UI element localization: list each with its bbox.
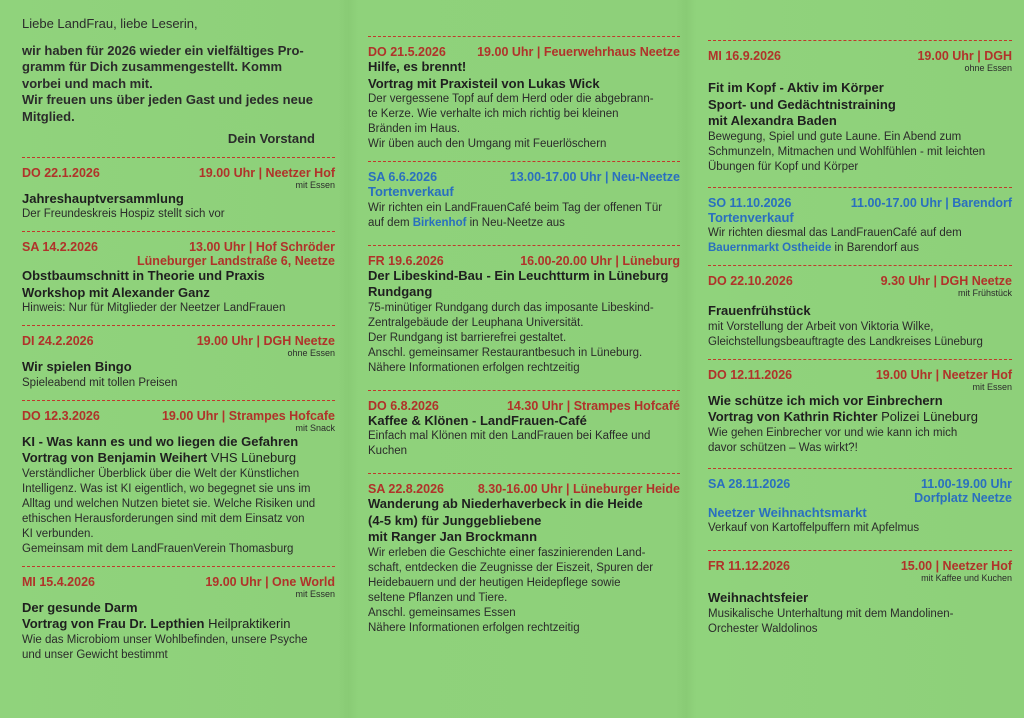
event-title: Wie schütze ich mich vor Einbrechern <box>708 392 943 408</box>
event-subtitle: Vortrag mit Praxisteil von Lukas Wick <box>368 75 600 91</box>
event-tortenverkauf-birkenhof <box>368 170 680 231</box>
event-desc: mit Vorstellung der Arbeit von Viktoria Wilke, <box>708 320 934 333</box>
event-date: SO 11.10.2026 <box>708 195 792 210</box>
event-address: Dorfplatz Neetze <box>914 490 1012 505</box>
divider <box>368 390 680 391</box>
event-time-place: 16.00-20.00 Uhr | Lüneburg <box>520 253 680 268</box>
venue-highlight: Bauernmarkt Ostheide <box>708 242 832 254</box>
speaker-affiliation: VHS Lüneburg <box>207 450 297 465</box>
divider <box>708 187 1012 188</box>
event-subtitle: mit Alexandra Baden <box>708 113 837 128</box>
event-title: Frauenfrühstück <box>708 303 811 318</box>
event-wanderung-heide <box>368 482 680 636</box>
event-desc: ethischen Herausforderungen sind mit dem Einsatz von <box>22 512 305 525</box>
event-date: FR 19.6.2026 <box>368 253 444 268</box>
event-time-place: 15.00 | Neetzer Hof <box>900 559 1012 573</box>
event-subtitle: Workshop mit Alexander Ganz <box>22 284 210 300</box>
desc-text: auf dem <box>368 216 413 229</box>
event-time-place: 14.30 Uhr | Strampes Hofcafé <box>506 398 680 413</box>
event-date: MI 16.9.2026 <box>708 49 781 63</box>
divider <box>22 325 335 326</box>
event-subtitle: Rundgang <box>368 284 433 299</box>
event-time-place: 19.00 Uhr | Feuerwehrhaus Neetze <box>477 45 680 59</box>
event-title: Jahreshauptversammlung <box>22 190 184 206</box>
event-desc: Wie das Microbiom unser Wohlbefinden, unsere Psyche <box>22 633 308 646</box>
venue-highlight: Birkenhof <box>412 216 467 229</box>
event-date: MI 15.4.2026 <box>22 574 95 589</box>
divider <box>22 400 335 401</box>
event-desc: Übungen für Kopf und Körper <box>708 160 859 173</box>
column-right <box>698 0 1024 718</box>
greeting: Liebe LandFrau, liebe Leserin, <box>22 16 198 31</box>
event-title: Der gesunde Darm <box>22 599 138 615</box>
event-date: FR 11.12.2026 <box>708 559 791 573</box>
event-title: Obstbaumschnitt in Theorie und Praxis <box>22 268 265 283</box>
event-subtitle <box>708 409 1012 426</box>
event-date: DO 21.5.2026 <box>368 45 446 59</box>
event-title: KI - Was kann es und wo liegen die Gefahren <box>22 433 299 449</box>
event-desc: Intelligenz. Was ist KI eigentlich, wo begegnet sie uns im <box>22 482 311 495</box>
event-weihnachtsfeier <box>708 559 1012 637</box>
event-address: Lüneburger Landstraße 6, Neetze <box>137 254 335 268</box>
event-hilfe-es-brennt <box>368 45 680 152</box>
event-desc: Hinweis: Nur für Mitglieder der Neetzer LandFrauen <box>22 302 286 314</box>
event-time-place: 19.00 Uhr | Strampes Hofcafe <box>161 408 335 423</box>
event-desc: Bewegung, Spiel und gute Laune. Ein Abend zum <box>708 130 962 143</box>
event-libeskind-bau <box>368 254 680 376</box>
event-title: Neetzer Weihnachtsmarkt <box>708 504 867 520</box>
divider <box>368 161 680 162</box>
event-ki-vortrag <box>22 409 335 557</box>
event-desc <box>368 216 680 231</box>
event-time-place: 13.00 Uhr | Hof Schröder <box>189 240 335 254</box>
event-desc: Orchester Waldolinos <box>708 622 818 635</box>
event-desc <box>708 241 1012 256</box>
divider <box>22 157 335 158</box>
event-time-place: 8.30-16.00 Uhr | Lüneburger Heide <box>477 482 680 496</box>
event-desc: Zentralgebäude der Leuphana Universität. <box>368 316 584 329</box>
event-date: DO 22.10.2026 <box>708 274 793 288</box>
intro-line: wir haben für 2026 wieder ein vielfältiges Pro- <box>22 42 304 58</box>
event-subtitle <box>22 616 335 633</box>
speaker: Vortrag von Kathrin Richter <box>708 409 878 424</box>
event-date: DO 12.11.2026 <box>708 367 793 382</box>
event-time-place: 19.00 Uhr | Neetzer Hof <box>875 367 1012 382</box>
event-desc: Musikalische Unterhaltung mit dem Mandolinen- <box>708 607 954 620</box>
desc-text: in Barendorf aus <box>831 242 919 254</box>
event-desc: Der Rundgang ist barrierefrei gestaltet. <box>368 331 567 344</box>
event-desc: Kuchen <box>368 445 408 457</box>
speaker-affiliation: Polizei Lüneburg <box>877 409 978 424</box>
event-desc: Bränden im Haus. <box>368 123 461 135</box>
event-title: Tortenverkauf <box>708 209 794 225</box>
event-subtitle: Sport- und Gedächtnistraining <box>708 96 896 112</box>
event-desc: Verständlicher Überblick über die Welt der Künstlichen <box>22 467 300 480</box>
event-subtitle <box>22 450 335 467</box>
event-desc: Wir üben auch den Umgang mit Feuerlöschern <box>368 138 607 150</box>
event-subtitle: mit Ranger Jan Brockmann <box>368 529 538 544</box>
event-desc: Nähere Informationen erfolgen rechtzeitig <box>368 361 580 374</box>
event-note: mit Kaffee und Kuchen <box>921 573 1012 583</box>
event-time-place: 19.00 Uhr | DGH Neetze <box>196 334 335 348</box>
intro-letter <box>22 16 335 148</box>
intro-line: gramm für Dich zusammengestellt. Komm <box>22 59 283 74</box>
event-time-place: 11.00-17.00 Uhr | Barendorf <box>850 195 1012 210</box>
event-desc: Der vergessene Topf auf dem Herd oder die abgebrann- <box>368 93 654 105</box>
event-time-place: 19.00 Uhr | One World <box>205 574 335 589</box>
column-middle <box>356 0 692 718</box>
event-weihnachtsmarkt <box>708 477 1012 537</box>
event-date: DI 24.2.2026 <box>22 334 94 348</box>
event-title: Weihnachtsfeier <box>708 590 809 605</box>
event-note: mit Snack <box>295 422 335 433</box>
event-title: Fit im Kopf - Aktiv im Körper <box>708 80 884 95</box>
event-desc: und unser Gewicht bestimmt <box>22 648 168 661</box>
event-desc: te Kerze. Wie verhalte ich mich richtig bei kleinen <box>368 108 619 120</box>
event-note: mit Essen <box>295 179 335 190</box>
speaker: Vortrag von Benjamin Weihert <box>22 450 208 465</box>
event-title: Hilfe, es brennt! <box>368 59 467 74</box>
event-desc: Spieleabend mit tollen Preisen <box>22 376 178 389</box>
divider <box>368 473 680 474</box>
intro-line: vorbei und mach mit. <box>22 75 153 91</box>
event-time-place: 19.00 Uhr | DGH <box>917 49 1012 63</box>
signature: Dein Vorstand <box>227 131 315 146</box>
divider <box>22 231 335 232</box>
desc-text: in Neu-Neetze aus <box>466 216 565 229</box>
event-einbrecher <box>708 368 1012 456</box>
divider <box>708 359 1012 360</box>
event-desc: Gleichstellungsbeauftragte des Landkreises Lüneburg <box>708 335 983 348</box>
event-desc: Wir richten ein LandFrauenCafé beim Tag der offenen Tür <box>368 201 663 214</box>
event-title: Der Libeskind-Bau - Ein Leuchtturm in Lüneburg <box>368 267 669 283</box>
event-desc: Gemeinsam mit dem LandFrauenVerein Thomasburg <box>22 542 294 555</box>
event-date: SA 22.8.2026 <box>368 482 444 496</box>
event-desc: Einfach mal Klönen mit den LandFrauen bei Kaffee und <box>368 430 651 442</box>
event-date: SA 14.2.2026 <box>22 240 98 254</box>
event-subtitle: (4-5 km) für Junggebliebene <box>368 512 542 528</box>
event-desc: 75-minütiger Rundgang durch das imposante Libeskind- <box>368 301 654 314</box>
event-note: ohne Essen <box>964 63 1012 73</box>
event-tortenverkauf-barendorf <box>708 196 1012 257</box>
event-title: Tortenverkauf <box>368 184 454 199</box>
event-gesunde-darm <box>22 575 335 663</box>
event-desc: Verkauf von Kartoffelpuffern mit Apfelmus <box>708 522 920 534</box>
column-left <box>0 0 345 718</box>
speaker: Vortrag von Frau Dr. Lepthien <box>22 616 205 631</box>
event-note: ohne Essen <box>287 348 335 358</box>
event-time-place: 13.00-17.00 Uhr | Neu-Neetze <box>509 170 680 184</box>
event-desc: Anschl. gemeinsamer Restaurantbesuch in Lüneburg. <box>368 346 643 359</box>
event-desc: davor schützen – Was wirkt?! <box>708 441 858 454</box>
event-title: Kaffee & Klönen - LandFrauen-Café <box>368 412 587 428</box>
event-desc: Anschl. gemeinsames Essen <box>368 606 516 619</box>
event-desc: KI verbunden. <box>22 527 94 540</box>
event-time-place: 11.00-19.00 Uhr <box>920 476 1012 491</box>
divider <box>708 265 1012 266</box>
speaker-affiliation: Heilpraktikerin <box>204 616 291 631</box>
divider <box>368 36 680 37</box>
event-frauenfruehstueck <box>708 274 1012 350</box>
event-desc: Heidebauern und der heutigen Heidepflege sowie <box>368 576 621 589</box>
event-time-place: 9.30 Uhr | DGH Neetze <box>880 274 1012 288</box>
event-time-place: 19.00 Uhr | Neetzer Hof <box>198 165 335 180</box>
event-desc: Nähere Informationen erfolgen rechtzeitig <box>368 621 580 634</box>
divider <box>368 245 680 246</box>
event-obstbaumschnitt <box>22 240 335 316</box>
event-note: mit Essen <box>295 588 335 599</box>
event-title: Wir spielen Bingo <box>22 359 132 374</box>
event-note: mit Frühstück <box>957 288 1012 298</box>
divider <box>708 550 1012 551</box>
event-desc: Wir erleben die Geschichte einer faszinierenden Land- <box>368 546 646 559</box>
event-desc: schaft, entdecken die Zeugnisse der Eiszeit, Spuren der <box>368 561 654 574</box>
event-date: DO 22.1.2026 <box>22 165 100 180</box>
event-note: mit Essen <box>972 381 1012 392</box>
event-date: DO 12.3.2026 <box>22 408 100 423</box>
event-desc: Der Freundeskreis Hospiz stellt sich vor <box>22 208 225 220</box>
event-fit-im-kopf <box>708 49 1012 175</box>
intro-line: Wir freuen uns über jeden Gast und jedes neue <box>22 92 313 107</box>
event-date: DO 6.8.2026 <box>368 398 439 413</box>
event-desc: Schmunzeln, Mitmachen und Wohlfühlen - mit leichten <box>708 145 986 158</box>
event-desc: seltene Pflanzen und Tiere. <box>368 591 508 604</box>
event-date: SA 6.6.2026 <box>368 170 438 184</box>
event-kaffee-kloenen <box>368 399 680 460</box>
divider <box>708 468 1012 469</box>
event-desc: Wir richten diesmal das LandFrauenCafé auf dem <box>708 227 962 239</box>
divider <box>708 40 1012 41</box>
divider <box>22 566 335 567</box>
event-title: Wanderung ab Niederhaverbeck in die Heide <box>368 496 643 511</box>
event-bingo <box>22 334 335 391</box>
event-date: SA 28.11.2026 <box>708 476 791 491</box>
intro-line: Mitglied. <box>22 108 75 124</box>
event-desc: Alltag und welchen Nutzen bietet sie. Welche Risiken und <box>22 497 316 510</box>
event-jahreshauptversammlung <box>22 166 335 223</box>
event-desc: Wie gehen Einbrecher vor und wie kann ich mich <box>708 426 958 439</box>
